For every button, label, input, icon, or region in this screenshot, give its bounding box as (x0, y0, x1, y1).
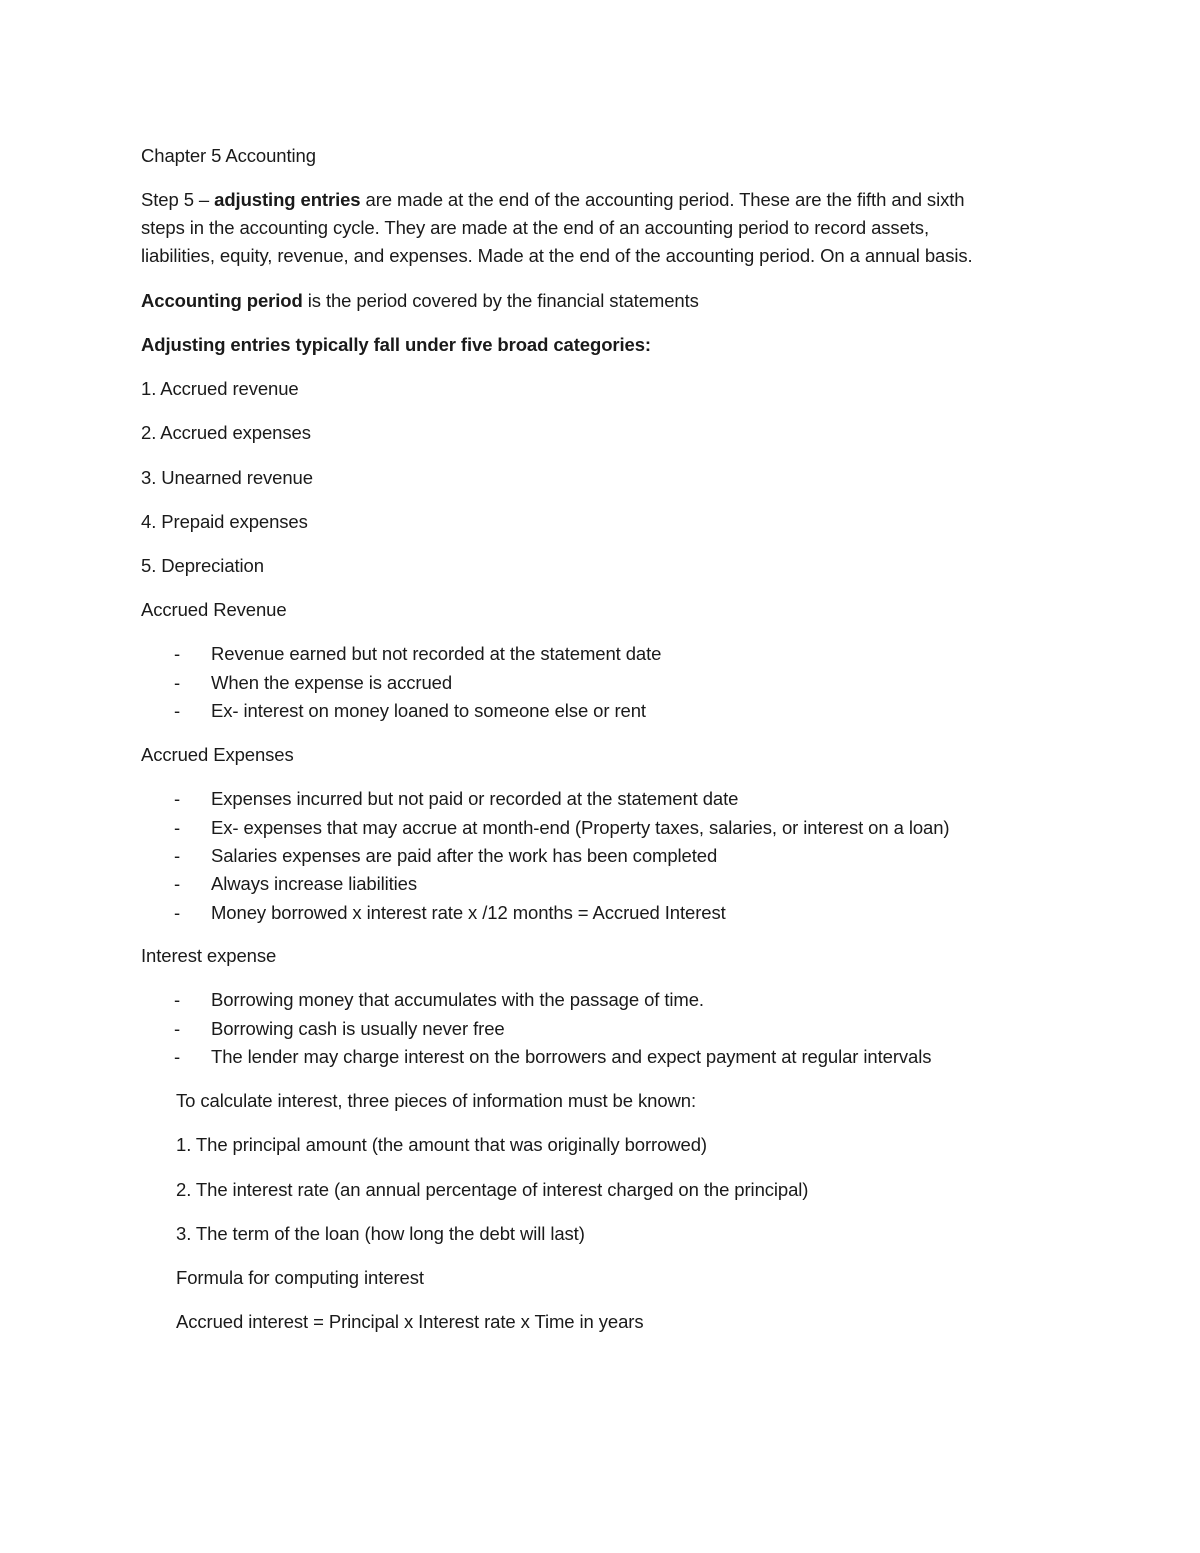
intro-term: adjusting entries (214, 189, 361, 210)
accrued-revenue-item: Ex- interest on money loaned to someone else or rent (211, 700, 646, 721)
category-item: 5. Depreciation (141, 555, 264, 576)
accrued-expenses-item: Expenses incurred but not paid or recorded at the statement date (211, 788, 739, 809)
formula-text: Accrued interest = Principal x Interest rate x Time in years (176, 1311, 644, 1332)
bullet-marker: - (174, 845, 181, 866)
intro-line-3: liabilities, equity, revenue, and expenses. Made at the end of the accounting period. On a annual basis. (141, 245, 973, 266)
bullet-marker: - (174, 902, 181, 923)
bullet-marker: - (174, 700, 181, 721)
intro-line1-rest: are made at the end of the accounting period. These are the fifth and sixth (360, 189, 965, 210)
category-item: 1. Accrued revenue (141, 378, 299, 399)
interest-expense-item: Borrowing cash is usually never free (211, 1018, 505, 1039)
interest-expense-item: Borrowing money that accumulates with the passage of time. (211, 989, 704, 1010)
interest-expense-heading: Interest expense (141, 945, 277, 966)
intro-line-2: steps in the accounting cycle. They are made at the end of an accounting period to record assets, (141, 217, 929, 238)
bullet-marker: - (174, 989, 181, 1010)
bullet-marker: - (174, 873, 181, 894)
bullet-marker: - (174, 788, 181, 809)
bullet-marker: - (174, 672, 181, 693)
document-title: Chapter 5 Accounting (141, 145, 316, 166)
category-item: 4. Prepaid expenses (141, 511, 308, 532)
accounting-period-line (141, 287, 699, 315)
accrued-revenue-heading: Accrued Revenue (141, 599, 287, 620)
accounting-period-term: Accounting period (141, 290, 303, 311)
accrued-expenses-item: Money borrowed x interest rate x /12 months = Accrued Interest (211, 902, 726, 923)
accrued-revenue-item: Revenue earned but not recorded at the statement date (211, 643, 662, 664)
accrued-revenue-item: When the expense is accrued (211, 672, 453, 693)
bullet-marker: - (174, 817, 181, 838)
accrued-expenses-item: Always increase liabilities (211, 873, 418, 894)
bullet-marker: - (174, 643, 181, 664)
interest-expense-item: The lender may charge interest on the borrowers and expect payment at regular intervals (211, 1046, 932, 1067)
intro-line-1 (141, 186, 964, 214)
accrued-expenses-item: Ex- expenses that may accrue at month-end (Property taxes, salaries, or interest on a loan) (211, 817, 950, 838)
category-item: 3. Unearned revenue (141, 467, 313, 488)
calculate-item: 3. The term of the loan (how long the debt will last) (176, 1223, 585, 1244)
calculate-item: 2. The interest rate (an annual percentage of interest charged on the principal) (176, 1179, 809, 1200)
categories-heading: Adjusting entries typically fall under five broad categories: (141, 334, 651, 355)
calculate-intro: To calculate interest, three pieces of information must be known: (176, 1090, 696, 1111)
bullet-marker: - (174, 1018, 181, 1039)
formula-heading: Formula for computing interest (176, 1267, 424, 1288)
bullet-marker: - (174, 1046, 181, 1067)
calculate-item: 1. The principal amount (the amount that was originally borrowed) (176, 1134, 707, 1155)
category-item: 2. Accrued expenses (141, 422, 311, 443)
intro-prefix: Step 5 – (141, 189, 215, 210)
accrued-expenses-heading: Accrued Expenses (141, 744, 294, 765)
accrued-expenses-item: Salaries expenses are paid after the work has been completed (211, 845, 718, 866)
accounting-period-rest: is the period covered by the financial statements (302, 290, 699, 311)
